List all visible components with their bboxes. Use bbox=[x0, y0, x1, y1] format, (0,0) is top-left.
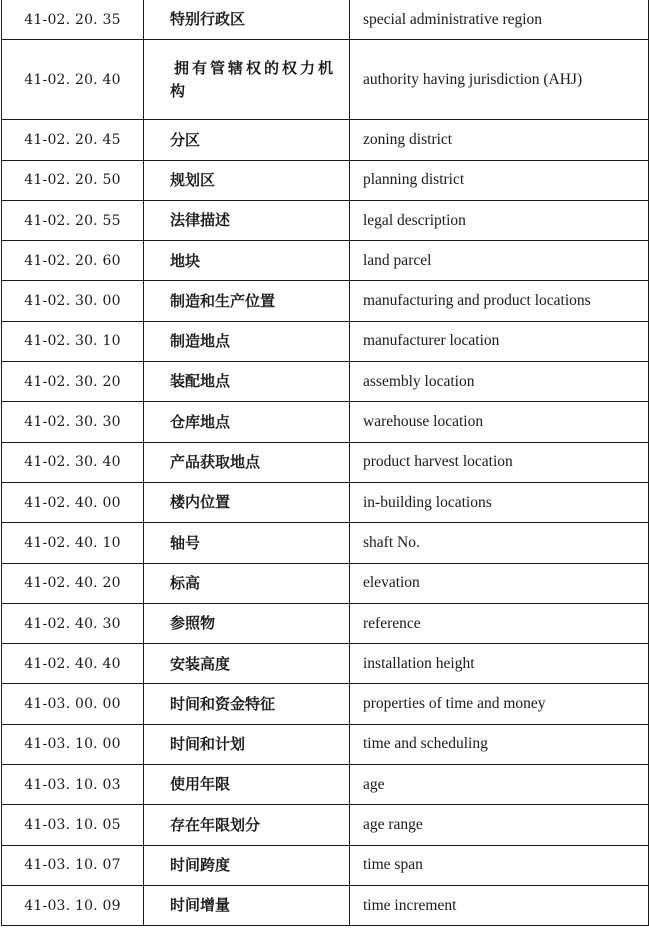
term-code: 41-02. 20. 40 bbox=[2, 40, 144, 120]
term-code: 41-03. 10. 07 bbox=[2, 845, 144, 885]
term-english: age range bbox=[350, 805, 649, 845]
term-code: 41-02. 20. 50 bbox=[2, 160, 144, 200]
table-row bbox=[2, 523, 649, 563]
term-code: 41-02. 40. 20 bbox=[2, 563, 144, 603]
term-english: land parcel bbox=[350, 241, 649, 281]
term-english: authority having jurisdiction (AHJ) bbox=[350, 40, 649, 120]
table-row bbox=[2, 321, 649, 361]
term-chinese: 仓库地点 bbox=[144, 402, 350, 442]
table-row bbox=[2, 845, 649, 885]
term-code: 41-03. 10. 05 bbox=[2, 805, 144, 845]
term-code: 41-02. 20. 35 bbox=[2, 0, 144, 40]
term-english: time and scheduling bbox=[350, 724, 649, 764]
term-chinese: 楼内位置 bbox=[144, 482, 350, 522]
table-row bbox=[2, 120, 649, 160]
table-row bbox=[2, 644, 649, 684]
table-row bbox=[2, 603, 649, 643]
term-chinese: 分区 bbox=[144, 120, 350, 160]
term-english: zoning district bbox=[350, 120, 649, 160]
term-chinese: 规划区 bbox=[144, 160, 350, 200]
term-code: 41-02. 30. 00 bbox=[2, 281, 144, 321]
table-row bbox=[2, 765, 649, 805]
term-chinese: 时间和计划 bbox=[144, 724, 350, 764]
term-chinese: 法律描述 bbox=[144, 200, 350, 240]
term-code: 41-02. 20. 60 bbox=[2, 241, 144, 281]
term-chinese: 装配地点 bbox=[144, 362, 350, 402]
term-chinese: 标高 bbox=[144, 563, 350, 603]
term-code: 41-02. 40. 40 bbox=[2, 644, 144, 684]
term-chinese: 拥有管辖权的权力机构 bbox=[144, 40, 350, 120]
term-english: age bbox=[350, 765, 649, 805]
term-code: 41-02. 40. 00 bbox=[2, 482, 144, 522]
table-row bbox=[2, 684, 649, 724]
term-english: product harvest location bbox=[350, 442, 649, 482]
table-row bbox=[2, 442, 649, 482]
term-english: planning district bbox=[350, 160, 649, 200]
table-row bbox=[2, 160, 649, 200]
table-row bbox=[2, 241, 649, 281]
term-code: 41-02. 30. 40 bbox=[2, 442, 144, 482]
term-chinese: 时间跨度 bbox=[144, 845, 350, 885]
term-chinese: 轴号 bbox=[144, 523, 350, 563]
term-chinese: 存在年限划分 bbox=[144, 805, 350, 845]
table-row bbox=[2, 362, 649, 402]
table-row bbox=[2, 805, 649, 845]
term-english: warehouse location bbox=[350, 402, 649, 442]
table-row bbox=[2, 0, 649, 40]
term-english: time span bbox=[350, 845, 649, 885]
term-code: 41-02. 20. 55 bbox=[2, 200, 144, 240]
term-chinese: 地块 bbox=[144, 241, 350, 281]
term-english: manufacturer location bbox=[350, 321, 649, 361]
table-row bbox=[2, 200, 649, 240]
table-row bbox=[2, 563, 649, 603]
term-english: special administrative region bbox=[350, 0, 649, 40]
term-code: 41-02. 20. 45 bbox=[2, 120, 144, 160]
term-english: shaft No. bbox=[350, 523, 649, 563]
term-chinese: 安装高度 bbox=[144, 644, 350, 684]
term-code: 41-02. 40. 10 bbox=[2, 523, 144, 563]
term-chinese: 时间和资金特征 bbox=[144, 684, 350, 724]
term-english: manufacturing and product locations bbox=[350, 281, 649, 321]
term-english: in-building locations bbox=[350, 482, 649, 522]
table-row bbox=[2, 724, 649, 764]
term-chinese: 使用年限 bbox=[144, 765, 350, 805]
term-english: time increment bbox=[350, 885, 649, 925]
term-code: 41-02. 30. 30 bbox=[2, 402, 144, 442]
table-row bbox=[2, 281, 649, 321]
term-chinese: 特别行政区 bbox=[144, 0, 350, 40]
term-english: legal description bbox=[350, 200, 649, 240]
term-english: reference bbox=[350, 603, 649, 643]
term-chinese: 制造和生产位置 bbox=[144, 281, 350, 321]
term-code: 41-03. 10. 03 bbox=[2, 765, 144, 805]
table-row bbox=[2, 402, 649, 442]
terms-table bbox=[1, 0, 649, 926]
table-row bbox=[2, 885, 649, 925]
term-english: assembly location bbox=[350, 362, 649, 402]
term-chinese: 制造地点 bbox=[144, 321, 350, 361]
term-code: 41-02. 30. 10 bbox=[2, 321, 144, 361]
term-chinese: 产品获取地点 bbox=[144, 442, 350, 482]
term-code: 41-02. 40. 30 bbox=[2, 603, 144, 643]
term-english: installation height bbox=[350, 644, 649, 684]
term-code: 41-03. 00. 00 bbox=[2, 684, 144, 724]
table-row bbox=[2, 40, 649, 120]
term-code: 41-02. 30. 20 bbox=[2, 362, 144, 402]
terms-table-body bbox=[2, 0, 649, 926]
term-code: 41-03. 10. 09 bbox=[2, 885, 144, 925]
term-english: properties of time and money bbox=[350, 684, 649, 724]
term-chinese: 参照物 bbox=[144, 603, 350, 643]
term-code: 41-03. 10. 00 bbox=[2, 724, 144, 764]
table-row bbox=[2, 482, 649, 522]
term-chinese: 时间增量 bbox=[144, 885, 350, 925]
term-english: elevation bbox=[350, 563, 649, 603]
